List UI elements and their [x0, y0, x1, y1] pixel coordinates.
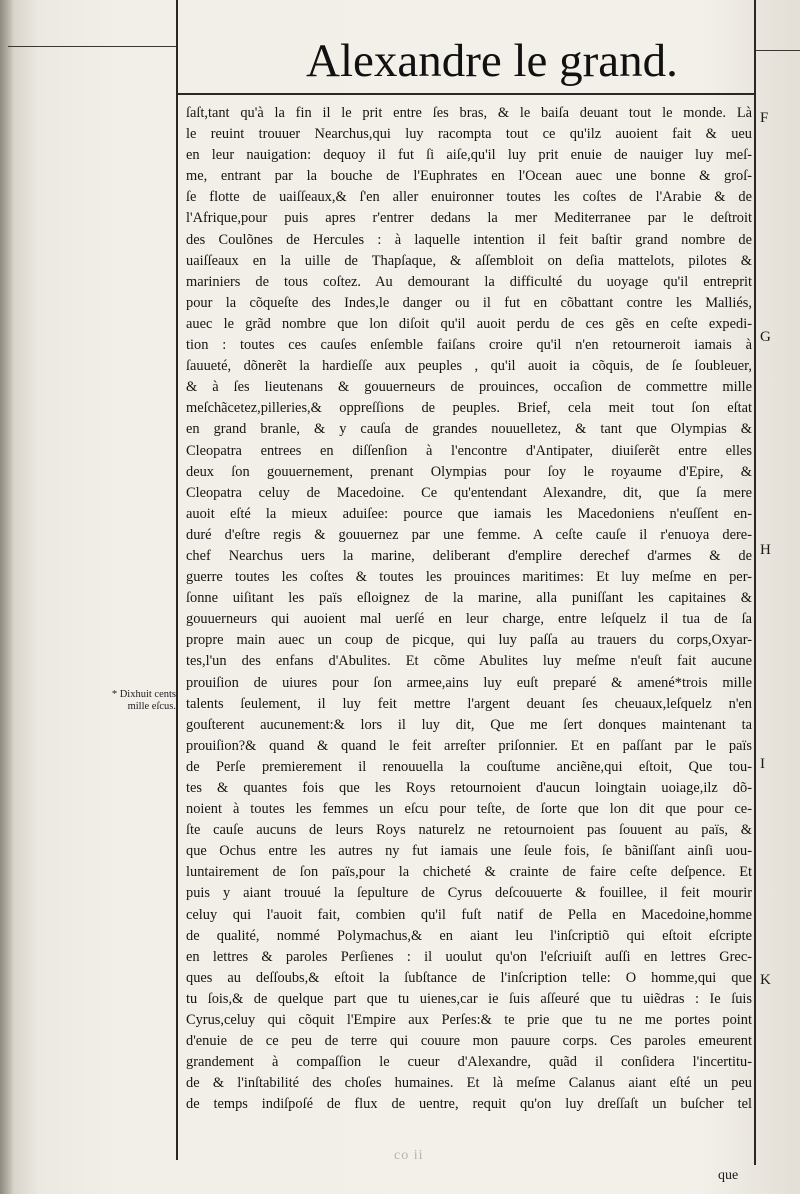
margin-letter-g: G — [760, 329, 771, 345]
marginal-note — [100, 689, 176, 713]
top-rule-right — [756, 50, 800, 51]
text-line: de Perſe premierement il renouuella la couſtume anciẽne,qui eſtoit, Que tou- — [186, 758, 752, 775]
margin-letter-f: F — [760, 110, 769, 126]
gutter-shadow — [0, 0, 14, 1194]
text-line: meſchãcetez,pilleries,& oppreſſions de peuples. Brief, cela meit tout ſon eſtat — [186, 400, 752, 417]
text-line: tion : toutes ces cauſes enſemble faiſans croire qu'il n'en retourneroit iamais à — [186, 337, 752, 354]
text-line: de temps indiſpoſé de flux de uentre, requit qu'on luy dreſſaſt un buſcher tel — [186, 1096, 752, 1113]
header-rule — [178, 93, 754, 95]
text-line: noient à toutes les femmes un eſcu pour teſte, de ſorte que lon dit que pour ce- — [186, 801, 752, 818]
left-column-rule — [176, 0, 178, 1160]
text-line: ſe flotte de uaiſſeaux,& ſ'en aller enuironner toutes les coſtes de l'Arabie & de — [186, 189, 752, 206]
marginal-note-line: mille eſcus. — [127, 701, 176, 712]
text-line: mariniers de tous coſtez. Au demourant la difficulté du uoyage qu'il entreprit — [186, 273, 752, 290]
catchword: que — [718, 1168, 739, 1183]
running-head-title: Alexandre le grand. — [306, 35, 678, 87]
text-line: talents ſeulement, il luy feit mettre l'argent deuant ſes cheuaux,leſquelz n'en — [186, 695, 752, 712]
margin-letter-k: K — [760, 972, 771, 988]
text-line: Cyrus,celuy qui cõquit l'Empire aux Perſes:& te prie que tu ne me portes point — [186, 1012, 752, 1029]
text-line: chef Nearchus uers la marine, deliberant d'emplire derechef d'armes & de — [186, 547, 752, 564]
text-line: en grand branle, & y cauſa de grandes nouuelletez, & tant que Olympias & — [186, 421, 752, 438]
text-line: ques au deſſoubs,& eſtoit la ſubſtance de l'inſcription telle: O homme,qui que — [186, 969, 752, 986]
text-line: que Ochus entre les autres ny fut iamais une ſeule fois, ſe bãniſſant ainſi uou- — [186, 843, 752, 860]
text-line: tes,l'un des enfans d'Abulites. Et cõme Abulites luy meſme n'euſt fait aucune — [186, 653, 752, 670]
body-text — [186, 103, 752, 1116]
text-line: pour la cõqueſte des Indes,le danger ou il fut en cõbattant contre les Malliés, — [186, 294, 752, 311]
text-line: deux ſon gouuernement, prenant Olympias pour ſoy le royaume d'Epire, & — [186, 463, 752, 480]
text-line: me, entrant par la bouche de l'Euphrates en l'Ocean auec une bonne & groſ- — [186, 168, 752, 185]
text-line: duré d'eſtre regis & gouuernez par une femme. A ceſte cauſe il r'enuoya dere- — [186, 526, 752, 543]
margin-letter-i: I — [760, 756, 765, 772]
text-line: Cleopatra celuy de Macedoine. Ce qu'entendant Alexandre, dit, que ſa mere — [186, 484, 752, 501]
text-line: en leur nauigation: dequoy il fut ſi aiſe,qu'il luy prit enuie de nauiger luy meſ- — [186, 147, 752, 164]
text-line: ſauueté, dõnerẽt la hardieſſe aux peuples , qu'il auoit ia cõquis, de ſe ſoubleuer, — [186, 358, 752, 375]
text-line: de & l'inſtabilité des choſes humaines. Et là meſme Calanus aiant eſté un peu — [186, 1075, 752, 1092]
text-line: celuy qui l'auoit fait, combien qu'il fuſt natif de Pella en Macedoine,homme — [186, 906, 752, 923]
text-line: gouuerneurs qui auoient mal uerſé en leur charge, entre leſquelz il tua de ſa — [186, 611, 752, 628]
text-line: ſaſt,tant qu'à la fin il le prit entre ſes bras, & le baiſa deuant tout le monde. Là — [186, 105, 752, 121]
text-line: des Coulõnes de Hercules : à laquelle intention il feit baſtir grand nombre de — [186, 231, 752, 248]
text-line: tu ſois,& de quelque part que tu uienes,car ie ſuis aſſeuré que tu uiẽdras : Ie ſuis — [186, 990, 752, 1007]
text-line: en lettres & paroles Perſienes : il uoulut qu'on l'eſcriuiſt auſſi en lettres Grec- — [186, 948, 752, 965]
faint-stamp: co ii — [394, 1148, 424, 1163]
top-rule-left — [8, 46, 176, 47]
text-line: grandement à compaſſion le cueur d'Alexandre, quãd il conſidera l'incertitu- — [186, 1054, 752, 1071]
text-line: de qualité, nommé Polymachus,& en aiant leu l'inſcriptiõ qui eſtoit eſcripte — [186, 927, 752, 944]
text-line: auoit eſté la mieux aduiſee: pource que iamais les Macedoniens n'euſſent en- — [186, 505, 752, 522]
text-line: tes & quantes fois que les Roys retournoient d'aucun loingtain uoiage,ilz dõ- — [186, 780, 752, 796]
margin-letter-h: H — [760, 542, 771, 558]
text-line: guerre toutes les coſtes & toutes les prouinces maritimes: Et luy meſme en per- — [186, 569, 752, 586]
marginal-note-line: * Dixhuit cents — [111, 689, 176, 700]
text-line: ſonne uiſitant les païs eſloignez de la marine, alla puniſſant les capitaines & — [186, 590, 752, 607]
text-line: ſte cauſe aucuns de leurs Roys naturelz ne retournoient pas ſouuent au païs, & — [186, 822, 752, 839]
text-line: puis y aiant trouué la ſepulture de Cyrus deſcouuerte & fouillee, il feit mourir — [186, 885, 752, 902]
right-column-rule — [754, 0, 756, 1165]
text-line: d'enuie de ce peu de terre qui couure mon pauure corps. Ces paroles emeurent — [186, 1033, 752, 1050]
text-line: gouſterent aucunement:& lors il luy dit, Que me ſert donques maintenant ta — [186, 716, 752, 733]
text-line: & à ſes lieutenans & gouuerneurs de prouinces, occaſion de commettre mille — [186, 379, 752, 396]
text-line: propre main auec un coup de picque, qui luy paſſa au trauers du corps,Oxyar- — [186, 632, 752, 649]
text-line: Cleopatra entrees en diſſenſion à l'encontre d'Antipater, diuiſerẽt entre elles — [186, 442, 752, 459]
text-line: le reuint trouuer Nearchus,qui luy racompta tout ce qu'ilz auoient fait & ueu — [186, 126, 752, 143]
text-line: uaiſſeaux en la uille de Thapſaque, & aſſembloit on deſia mattelots, pilotes & — [186, 252, 752, 269]
text-line: l'Afrique,pour puis apres r'entrer dedans la mer Mediterranee par le deſtroit — [186, 210, 752, 227]
text-line: prouiſion?& quand & quand le feit arreſter priſonnier. Et en paſſant par le païs — [186, 737, 752, 754]
text-line: prouiſion de uiures pour ſon armee,ains luy euſt preparé & amené*trois mille — [186, 674, 752, 691]
text-line: luntairement de ſon païs,pour la chicheté & crainte de faire ceſte deſpence. Et — [186, 864, 752, 881]
text-line: auec le grãd nombre que lon diſoit qu'il auoit perdu de ces gẽs en ceſte expedi- — [186, 315, 752, 332]
